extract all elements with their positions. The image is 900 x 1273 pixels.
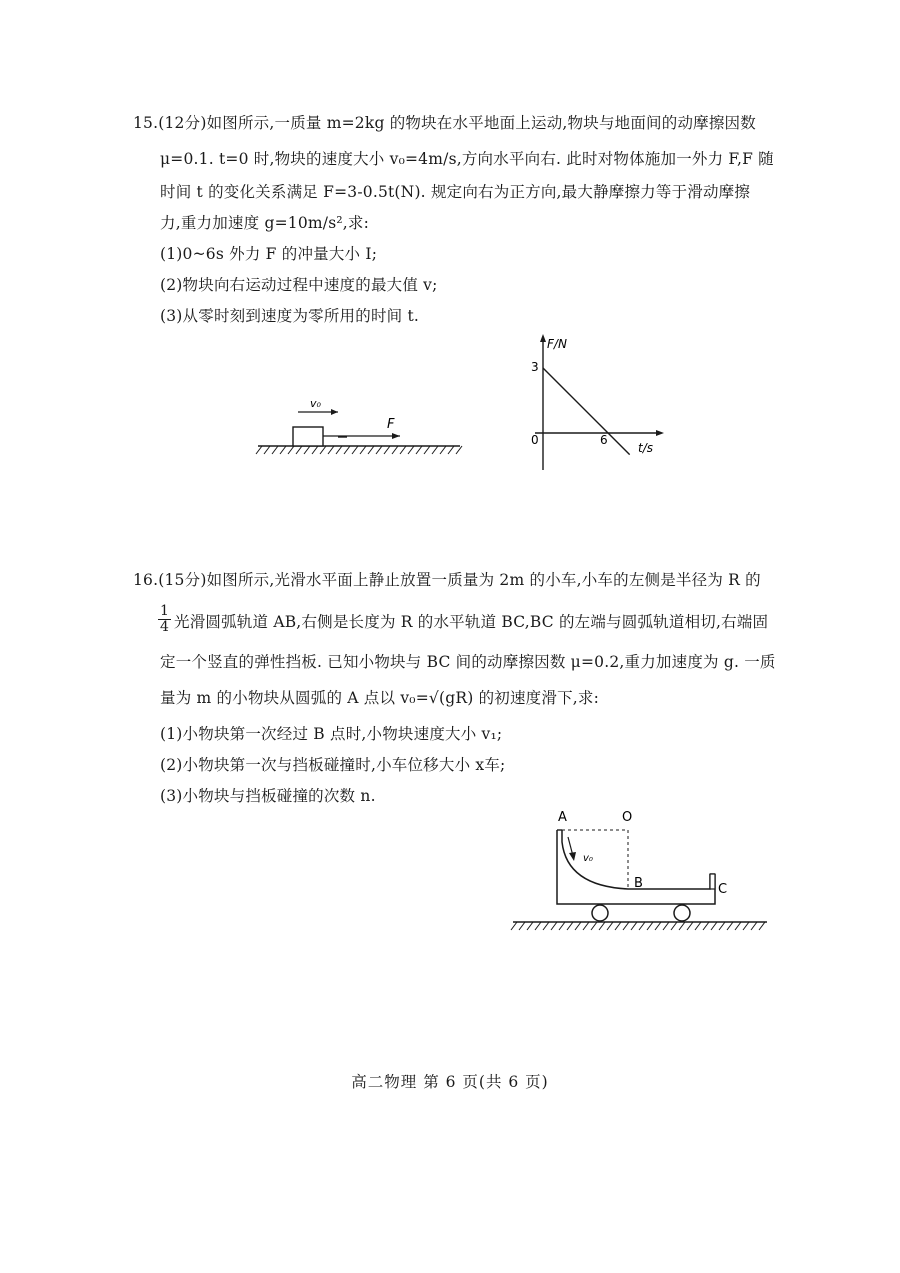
q15-line-3: 时间 t 的变化关系满足 F=3-0.5t(N). 规定向右为正方向,最大静摩擦力等于滑动摩擦 bbox=[160, 183, 751, 201]
q15-sub-2: (2)物块向右运动过程中速度的最大值 v; bbox=[160, 276, 438, 294]
q15-line-1: 15.(12分)如图所示,一质量 m=2kg 的物块在水平地面上运动,物块与地面间的动摩擦因数 bbox=[133, 114, 756, 132]
v0-label: v₀ bbox=[310, 397, 321, 410]
q16-cart-figure bbox=[505, 800, 780, 940]
series-line-F bbox=[543, 368, 630, 455]
q15-block-figure bbox=[250, 390, 470, 465]
wheel-right bbox=[674, 905, 690, 921]
force-label: F bbox=[387, 417, 395, 432]
q16-line-1: 16.(15分)如图所示,光滑水平面上静止放置一质量为 2m 的小车,小车的左侧是半径为 R 的 bbox=[133, 571, 761, 589]
wheel-left bbox=[592, 905, 608, 921]
y-axis-label: F/N bbox=[547, 337, 567, 351]
x-axis-label: t/s bbox=[638, 441, 653, 455]
q15-line-2: μ=0.1. t=0 时,物块的速度大小 v₀=4m/s,方向水平向右. 此时对物体施加一外力 F,F 随 bbox=[160, 150, 774, 168]
x-tick-6: 6 bbox=[600, 433, 608, 447]
q16-fraction bbox=[158, 604, 171, 635]
q16-sub-2: (2)小物块第一次与挡板碰撞时,小车位移大小 x车; bbox=[160, 756, 506, 774]
q16-sub-3: (3)小物块与挡板碰撞的次数 n. bbox=[160, 787, 376, 805]
q16-line-3: 定一个竖直的弹性挡板. 已知小物块与 BC 间的动摩擦因数 μ=0.2,重力加速度为 g. 一质 bbox=[160, 653, 776, 671]
q16-sub-1: (1)小物块第一次经过 B 点时,小物块速度大小 v₁; bbox=[160, 725, 503, 743]
cart-body bbox=[557, 830, 715, 904]
block bbox=[293, 427, 323, 446]
q16-line-4: 量为 m 的小物块从圆弧的 A 点以 v₀=√(gR) 的初速度滑下,求: bbox=[160, 689, 600, 707]
label-v0: v₀ bbox=[583, 853, 593, 864]
q15-sub-1: (1)0~6s 外力 F 的冲量大小 I; bbox=[160, 245, 378, 263]
q15-ft-graph bbox=[520, 330, 670, 475]
q15-line-4: 力,重力加速度 g=10m/s²,求: bbox=[160, 214, 370, 232]
label-B: B bbox=[634, 876, 643, 891]
label-A: A bbox=[558, 810, 567, 825]
fraction-numerator: 1 bbox=[160, 603, 169, 619]
q15-sub-3: (3)从零时刻到速度为零所用的时间 t. bbox=[160, 307, 420, 325]
q16-line-2: 光滑圆弧轨道 AB,右侧是长度为 R 的水平轨道 BC,BC 的左端与圆弧轨道相切,右端固 bbox=[174, 613, 769, 631]
label-O: O bbox=[622, 810, 633, 825]
fraction-denominator: 4 bbox=[160, 619, 169, 635]
y-tick-3: 3 bbox=[531, 360, 539, 374]
page-footer: 高二物理 第 6 页(共 6 页) bbox=[351, 1073, 549, 1091]
elastic-baffle bbox=[710, 874, 715, 889]
label-C: C bbox=[718, 882, 728, 897]
origin-label: 0 bbox=[531, 433, 539, 447]
